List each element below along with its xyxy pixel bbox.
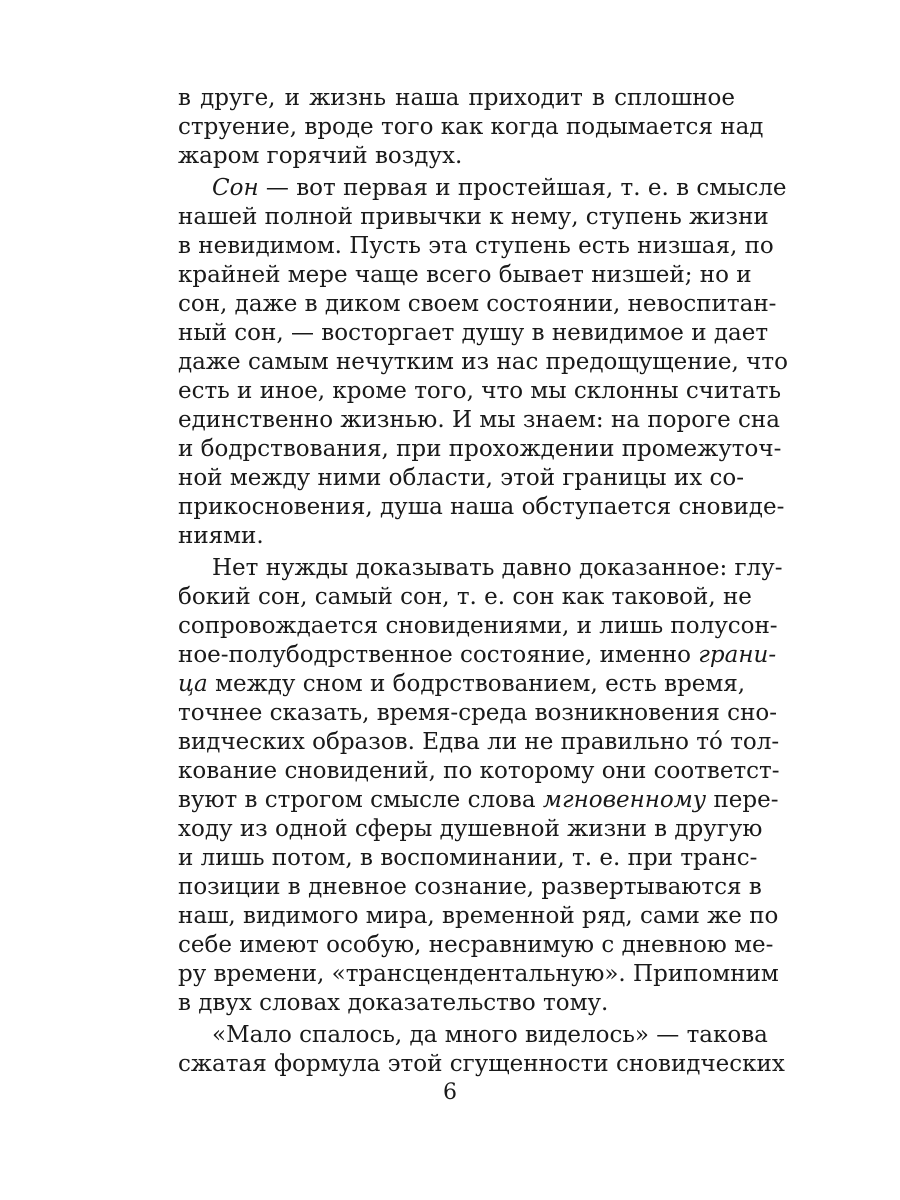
italic-word: ца <box>178 671 208 697</box>
text-line: в невидимом. Пусть эта ступень есть низшая, по <box>178 233 774 259</box>
text-line: сон, даже в диком своем состоянии, невоспитан- <box>178 291 777 317</box>
text-line: нашей полной привычки к нему, ступень жизни <box>178 204 769 230</box>
text-span: пере- <box>706 787 779 813</box>
text-line: ходу из одной сферы душевной жизни в другую <box>178 816 763 842</box>
text-line: видческих образов. Едва ли не правильно то́ тол- <box>178 729 780 755</box>
text-line: есть и иное, кроме того, что мы склонны считать <box>178 378 781 404</box>
text-line: бокий сон, самый сон, т. е. сон как таковой, не <box>178 584 752 610</box>
text-line: ной между ними области, этой границы их со- <box>178 465 745 491</box>
text-line: в друге, и жизнь наша приходит в сплошное <box>178 85 735 111</box>
italic-word: грани- <box>698 642 777 668</box>
paragraph-4 <box>178 1021 785 1079</box>
text-line: и бодрствования, при прохождении промежуточ- <box>178 436 782 462</box>
paragraph-3 <box>178 554 783 1018</box>
text-line: позиции в дневное сознание, развертываются в <box>178 874 762 900</box>
text-line <box>178 174 787 203</box>
text-line: жаром горячий воздух. <box>178 143 463 169</box>
italic-word: мгновенному <box>542 787 707 813</box>
italic-word: Сон <box>212 175 259 201</box>
text-line: крайней мере чаще всего бывает низшей; но и <box>178 262 752 288</box>
paragraph-1 <box>178 84 764 171</box>
text-line: ру времени, «трансцендентальную». Припомним <box>178 961 779 987</box>
text-line: струение, вроде того как когда подымается над <box>178 114 764 140</box>
text-line: прикосновения, душа наша обступается сновиде- <box>178 494 785 520</box>
text-line: «Мало спалось, да много виделось» — такова <box>212 1022 768 1048</box>
text-line: кование сновидений, по которому они соответст- <box>178 758 780 784</box>
text-span: ное-полубодрственное состояние, именно <box>178 642 699 668</box>
page-text-block <box>178 84 788 1079</box>
text-line: и лишь потом, в воспоминании, т. е. при транс- <box>178 845 758 871</box>
text-line: сжатая формула этой сгущенности сновидческих <box>178 1051 785 1077</box>
text-line: ный сон, — восторгает душу в невидимое и дает <box>178 320 769 346</box>
text-line <box>178 641 777 670</box>
page-number: 6 <box>443 1080 457 1105</box>
text-line: точнее сказать, время-среда возникновения сно- <box>178 700 778 726</box>
text-line: ниями. <box>178 523 264 549</box>
text-span: между сном и бодрствованием, есть время, <box>207 671 746 697</box>
text-line: сопровождается сновидениями, и лишь полусон- <box>178 613 778 639</box>
text-line <box>178 786 779 815</box>
text-line: даже самым нечутким из нас предощущение, что <box>178 349 788 375</box>
text-line: единственно жизнью. И мы знаем: на пороге сна <box>178 407 780 433</box>
text-line: себе имеют особую, несравнимую с дневною ме- <box>178 932 774 958</box>
text-span: вуют в строгом смысле слова <box>178 787 543 813</box>
paragraph-2 <box>178 174 788 551</box>
text-line: Нет нужды доказывать давно доказанное: глу- <box>212 555 783 581</box>
text-line <box>178 670 746 699</box>
text-span: — вот первая и простейшая, т. е. в смысле <box>258 175 787 201</box>
text-line: в двух словах доказательство тому. <box>178 990 609 1016</box>
text-line: наш, видимого мира, временной ряд, сами же по <box>178 903 779 929</box>
